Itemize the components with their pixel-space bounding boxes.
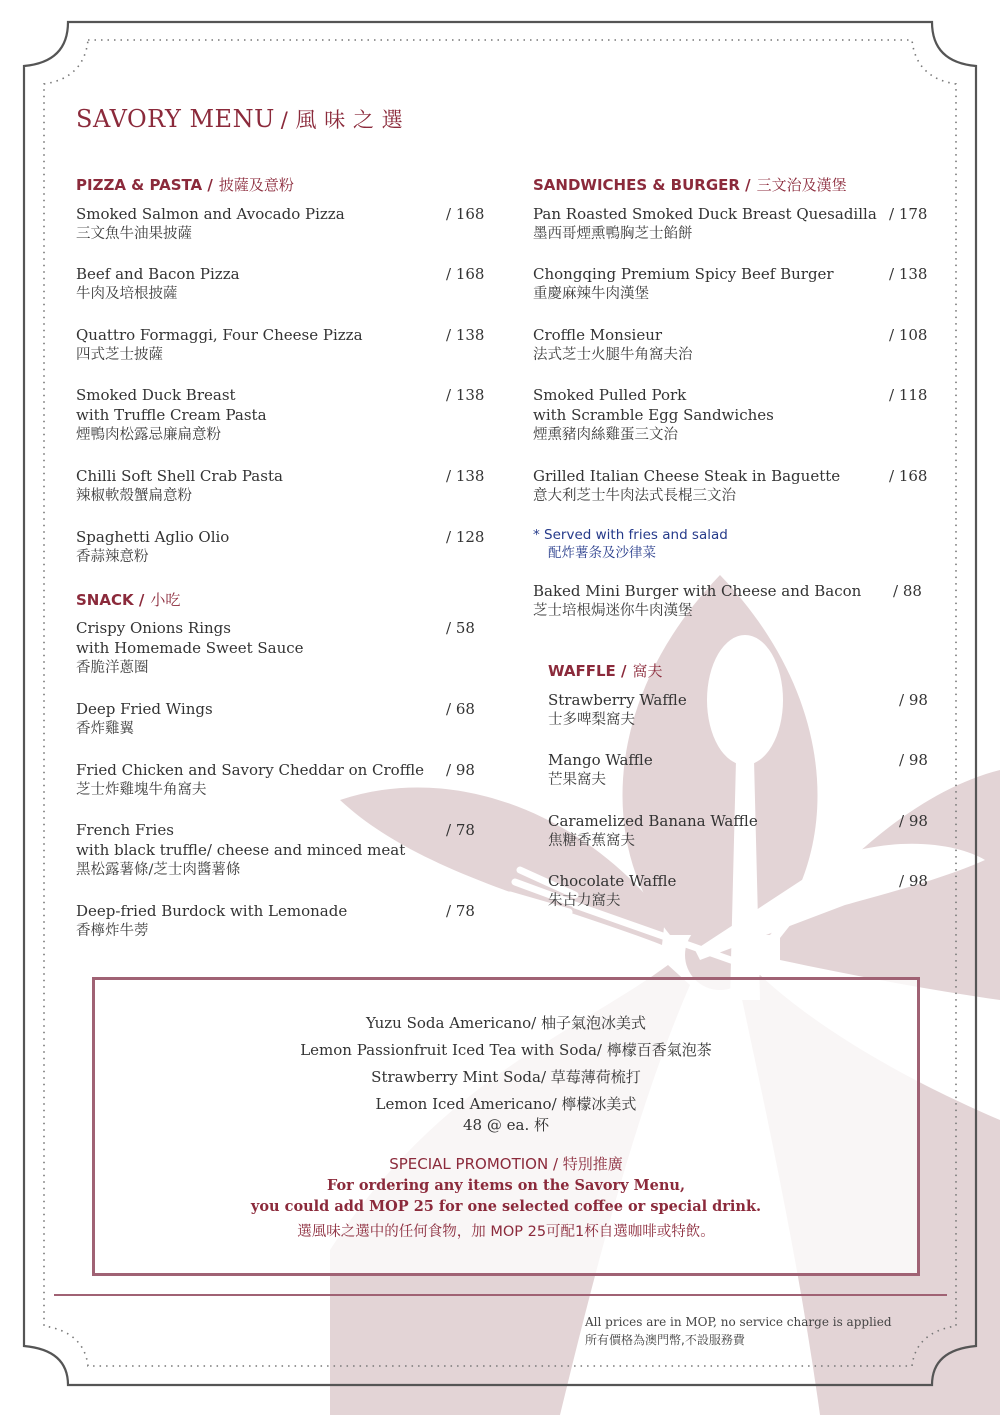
item-name-zh: 芝士培根焗迷你牛肉漢堡 bbox=[533, 603, 693, 619]
heading-zh: 披薩及意粉 bbox=[218, 176, 294, 194]
item-name: Smoked Duck Breast bbox=[76, 386, 236, 404]
item-price: / 178 bbox=[889, 205, 928, 223]
item-price: / 98 bbox=[899, 812, 928, 830]
heading-en: PIZZA & PASTA / bbox=[76, 176, 213, 194]
drink-en: Lemon Iced Americano/ bbox=[375, 1095, 557, 1113]
menu-item bbox=[533, 466, 840, 506]
item-name: Fried Chicken and Savory Cheddar on Croffle bbox=[76, 761, 425, 779]
menu-item bbox=[76, 901, 347, 941]
item-price: / 98 bbox=[899, 872, 928, 890]
note-en: * Served with fries and salad bbox=[533, 527, 728, 543]
drink-zh: 檸檬冰美式 bbox=[561, 1095, 637, 1113]
section-heading-pizza-pasta bbox=[76, 174, 294, 195]
item-name-zh: 朱古力窩夫 bbox=[548, 893, 621, 909]
menu-item bbox=[76, 820, 405, 880]
item-name-line2: with Truffle Cream Pasta bbox=[76, 406, 267, 424]
promotion-line: For ordering any items on the Savory Menu, bbox=[326, 1177, 686, 1194]
drink-zh: 檸檬百香氣泡茶 bbox=[606, 1041, 712, 1059]
item-price: / 168 bbox=[446, 205, 485, 223]
promotion-line-zh: 選風味之選中的任何食物，加 MOP 25可配1杯自選咖啡或特飲。 bbox=[297, 1224, 715, 1240]
item-name-zh: 士多啤梨窩夫 bbox=[548, 712, 635, 728]
drink-zh: 柚子氣泡冰美式 bbox=[540, 1014, 646, 1032]
section-heading-sandwiches bbox=[533, 174, 847, 195]
item-name: Mango Waffle bbox=[548, 751, 653, 769]
item-price: / 98 bbox=[899, 691, 928, 709]
item-name-zh: 煙鴨肉松露忌廉扁意粉 bbox=[76, 427, 221, 443]
item-name-zh: 香脆洋蔥圈 bbox=[76, 660, 149, 676]
item-name-zh: 法式芝士火腿牛角窩夫治 bbox=[533, 347, 693, 363]
item-price: / 138 bbox=[446, 326, 485, 344]
promotion-title: SPECIAL PROMOTION / 特別推廣 bbox=[389, 1155, 623, 1173]
served-with-note bbox=[533, 526, 728, 562]
footer-note-zh: 所有價格為澳門幣,不設服務費 bbox=[585, 1333, 745, 1347]
heading-zh: 窩夫 bbox=[632, 662, 663, 680]
item-name-zh: 香蒜辣意粉 bbox=[76, 549, 149, 565]
drink-price: 48 @ ea. 杯 bbox=[463, 1116, 549, 1134]
note-zh: 配炸薯条及沙律菜 bbox=[548, 545, 656, 561]
section-heading-snack bbox=[76, 589, 180, 610]
item-name: Chongqing Premium Spicy Beef Burger bbox=[533, 265, 834, 283]
item-name-line2: with Scramble Egg Sandwiches bbox=[533, 406, 774, 424]
menu-item bbox=[76, 264, 240, 304]
item-price: / 138 bbox=[446, 467, 485, 485]
item-price: / 78 bbox=[446, 902, 475, 920]
item-name-zh: 墨西哥煙熏鴨胸芝士餡餅 bbox=[533, 226, 693, 242]
item-name-zh: 芒果窩夫 bbox=[548, 772, 606, 788]
heading-zh: 三文治及漢堡 bbox=[756, 176, 847, 194]
title-en: SAVORY MENU bbox=[76, 105, 275, 133]
page-title bbox=[76, 104, 403, 134]
drink-en: Lemon Passionfruit Iced Tea with Soda/ bbox=[300, 1041, 602, 1059]
item-name: Deep Fried Wings bbox=[76, 700, 213, 718]
footer-divider bbox=[54, 1294, 947, 1296]
item-price: / 98 bbox=[446, 761, 475, 779]
menu-item bbox=[533, 385, 774, 445]
item-name-zh: 芝士炸雞塊牛角窩夫 bbox=[76, 782, 207, 798]
title-zh: / 風 味 之 選 bbox=[280, 108, 404, 132]
heading-zh: 小吃 bbox=[150, 591, 181, 609]
item-name: Strawberry Waffle bbox=[548, 691, 687, 709]
section-heading-waffle bbox=[548, 660, 663, 681]
item-name-zh: 焦糖香蕉窩夫 bbox=[548, 833, 635, 849]
item-price: / 108 bbox=[889, 326, 928, 344]
item-name-line2: with Homemade Sweet Sauce bbox=[76, 639, 304, 657]
menu-item bbox=[76, 385, 267, 445]
item-name: Baked Mini Burger with Cheese and Bacon bbox=[533, 582, 862, 600]
menu-item bbox=[533, 204, 877, 244]
promotion-line: you could add MOP 25 for one selected coffee or special drink. bbox=[250, 1198, 762, 1215]
heading-en: WAFFLE / bbox=[548, 662, 627, 680]
item-name-zh: 牛肉及培根披薩 bbox=[76, 286, 178, 302]
menu-item bbox=[76, 466, 283, 506]
item-price: / 68 bbox=[446, 700, 475, 718]
menu-item bbox=[533, 264, 834, 304]
item-price: / 98 bbox=[899, 751, 928, 769]
item-name: Deep-fried Burdock with Lemonade bbox=[76, 902, 348, 920]
heading-en: SANDWICHES & BURGER / bbox=[533, 176, 751, 194]
menu-item bbox=[76, 618, 304, 678]
item-name: Spaghetti Aglio Olio bbox=[76, 528, 230, 546]
item-name-zh: 四式芝士披薩 bbox=[76, 347, 163, 363]
item-price: / 78 bbox=[446, 821, 475, 839]
menu-item bbox=[76, 760, 424, 800]
item-name: Croffle Monsieur bbox=[533, 326, 663, 344]
item-name: Grilled Italian Cheese Steak in Baguette bbox=[533, 467, 841, 485]
drink-en: Strawberry Mint Soda/ bbox=[371, 1068, 547, 1086]
item-name: Beef and Bacon Pizza bbox=[76, 265, 240, 283]
item-price: / 128 bbox=[446, 528, 485, 546]
menu-item bbox=[548, 690, 687, 730]
drink-line bbox=[95, 1066, 917, 1087]
promotion-box bbox=[92, 977, 920, 1276]
item-name: Smoked Pulled Pork bbox=[533, 386, 687, 404]
menu-item bbox=[76, 527, 229, 567]
item-name-line2: with black truffle/ cheese and minced meat bbox=[76, 841, 406, 859]
item-price: / 58 bbox=[446, 619, 475, 637]
item-name: Pan Roasted Smoked Duck Breast Quesadilla bbox=[533, 205, 877, 223]
item-name-zh: 香檸炸牛蒡 bbox=[76, 923, 149, 939]
menu-item bbox=[76, 699, 213, 739]
menu-item bbox=[548, 871, 676, 911]
drink-zh: 草莓薄荷梳打 bbox=[550, 1068, 641, 1086]
item-name: French Fries bbox=[76, 821, 174, 839]
item-price: / 118 bbox=[889, 386, 928, 404]
item-name-zh: 辣椒軟殼蟹扁意粉 bbox=[76, 488, 192, 504]
item-price: / 138 bbox=[889, 265, 928, 283]
item-price: / 168 bbox=[446, 265, 485, 283]
drink-line bbox=[95, 1093, 917, 1114]
item-name: Quattro Formaggi, Four Cheese Pizza bbox=[76, 326, 363, 344]
item-name-zh: 三文魚牛油果披薩 bbox=[76, 226, 192, 242]
footer-note-en: All prices are in MOP, no service charge is applied bbox=[585, 1315, 892, 1329]
menu-item bbox=[76, 204, 345, 244]
item-price: / 88 bbox=[893, 582, 922, 600]
item-name-zh: 重慶麻辣牛肉漢堡 bbox=[533, 286, 649, 302]
item-name: Crispy Onions Rings bbox=[76, 619, 231, 637]
menu-item bbox=[548, 750, 653, 790]
item-name: Chilli Soft Shell Crab Pasta bbox=[76, 467, 283, 485]
drink-en: Yuzu Soda Americano/ bbox=[366, 1014, 537, 1032]
item-name: Chocolate Waffle bbox=[548, 872, 677, 890]
item-price: / 168 bbox=[889, 467, 928, 485]
drink-line bbox=[95, 1039, 917, 1060]
item-name-zh: 意大利芝士牛肉法式長棍三文治 bbox=[533, 488, 736, 504]
item-name-zh: 黑松露薯條/芝士肉醬薯條 bbox=[76, 862, 241, 878]
drink-line bbox=[95, 1012, 917, 1033]
menu-item bbox=[76, 325, 363, 365]
item-name-zh: 煙熏豬肉絲雞蛋三文治 bbox=[533, 427, 678, 443]
item-name: Caramelized Banana Waffle bbox=[548, 812, 758, 830]
menu-item bbox=[548, 811, 758, 851]
item-price: / 138 bbox=[446, 386, 485, 404]
item-name: Smoked Salmon and Avocado Pizza bbox=[76, 205, 345, 223]
heading-en: SNACK / bbox=[76, 591, 145, 609]
item-name-zh: 香炸雞翼 bbox=[76, 721, 134, 737]
menu-item bbox=[533, 581, 861, 621]
menu-item bbox=[533, 325, 693, 365]
